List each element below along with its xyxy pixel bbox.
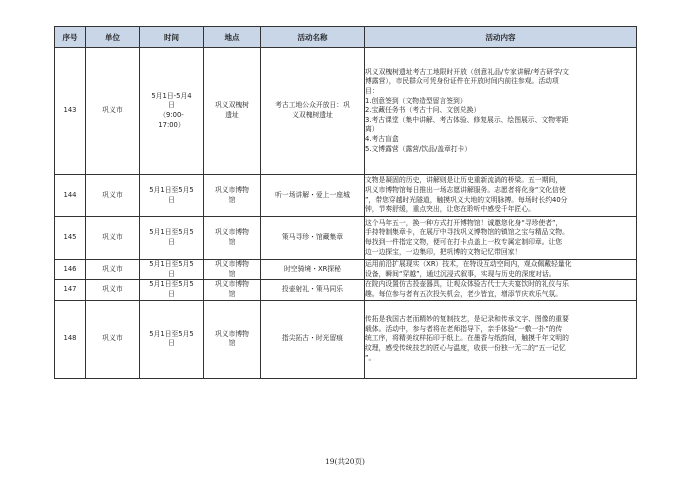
- row-activity-name-line: 考古工地公众开放日：巩: [275, 101, 350, 110]
- row-time-line: 5月1日-5月4: [151, 91, 192, 100]
- row-activity-content-line: 运用前沿扩展现实（XR）技术，在特设互动空间内，观众佩戴轻量化: [365, 260, 572, 268]
- row-activity-content: [365, 48, 637, 175]
- row-activity-content-line: 纹理，感受传统技艺的匠心与温度，收获一份独一无二的“五一记忆: [365, 343, 566, 352]
- row-activity-name: [261, 48, 365, 175]
- row-time: [140, 217, 204, 260]
- header-time: 时间: [140, 27, 204, 48]
- row-place: [204, 175, 261, 217]
- page-number: 19(共20页): [325, 457, 365, 466]
- row-activity-content-line: 载体。活动中，参与者将在老师指导下，亲手体验“一敷一扑”的传: [365, 324, 563, 333]
- row-activity-content-line: ”，带您穿越时光隧道，触摸巩义大地的文明脉搏。每场时长约40分: [365, 195, 568, 204]
- row-place-line: 巩义市博物: [215, 280, 249, 289]
- row-time-line: 5月1日至5月5: [149, 329, 194, 338]
- row-time: [140, 280, 204, 300]
- row-activity-content-line: 统工序，将精美纹样拓印于纸上。在墨香与纸韵间，触摸千年文明的: [365, 334, 569, 343]
- table-row: [55, 300, 637, 378]
- row-place: [204, 260, 261, 280]
- row-unit: 巩义市: [86, 217, 140, 260]
- row-place-line: 馆: [228, 339, 236, 348]
- row-activity-content: [365, 260, 637, 280]
- row-time-line: 日: [168, 101, 175, 110]
- row-unit: 巩义市: [86, 300, 140, 378]
- row-number: 145: [55, 217, 86, 260]
- row-activity-name: [261, 175, 365, 217]
- row-unit: 巩义市: [86, 260, 140, 280]
- row-place-line: 巩义双槐树: [215, 101, 249, 110]
- row-activity-content-line: 边一边探宝，一边集印，把巩博的文物记忆带回家！: [365, 247, 522, 256]
- row-place-line: 馆: [228, 269, 236, 278]
- row-activity-content: [365, 175, 637, 217]
- row-activity-content-line: 每找到一件指定文物，便可在打卡点盖上一枚专属定制印章。让您: [365, 238, 563, 246]
- header-unit: 单位: [86, 27, 140, 48]
- row-unit: 巩义市: [86, 175, 140, 217]
- row-unit: 巩义市: [86, 48, 140, 175]
- row-number: 144: [55, 175, 86, 217]
- row-activity-content-line: 1.创意签到（文物造型留言签到）: [365, 96, 467, 105]
- activity-table: [54, 26, 637, 379]
- row-time-line: 5月1日至5月5: [149, 185, 194, 194]
- row-activity-content-line: 4.考古盲盒: [365, 135, 399, 144]
- row-place: [204, 300, 261, 378]
- row-number: 143: [55, 48, 86, 175]
- row-place: [204, 280, 261, 300]
- row-activity-content-line: 5.文博露营（露营/饮品/盖章打卡）: [365, 144, 472, 153]
- row-activity-name-line: 策马寻珍・馆藏集章: [281, 233, 344, 242]
- row-activity-content-line: 文物是凝固的历史，讲解则是让历史重新流淌的桥梁。五一期间，: [365, 176, 563, 185]
- row-activity-content-line: 目：: [365, 86, 379, 95]
- row-unit: 巩义市: [86, 280, 140, 300]
- row-place: [204, 217, 261, 260]
- row-place-line: 遗址: [225, 111, 239, 119]
- row-place: [204, 48, 261, 175]
- row-time-line: 5月1日至5月5: [149, 228, 194, 237]
- row-activity-content-line: 3.考古课堂（集中讲解、考古体验、修复展示、绘图展示、文物零距: [365, 115, 569, 124]
- header-activity-name: 活动名称: [261, 27, 365, 48]
- row-number: 148: [55, 300, 86, 378]
- header-activity-content: 活动内容: [365, 27, 637, 48]
- row-activity-content-line: 巩义双槐树遗址考古工地限时开放（创意礼品/专家讲解/考古研学/文: [365, 67, 569, 76]
- row-activity-name: [261, 300, 365, 378]
- table-row: [55, 48, 637, 175]
- row-activity-name: [261, 280, 365, 300]
- row-activity-name: [261, 260, 365, 280]
- row-activity-name-line: 时空骑境・XR探秘: [284, 264, 341, 273]
- row-activity-name-line: 义双槐树遗址: [292, 111, 333, 119]
- table-row: [55, 217, 637, 260]
- row-activity-name-line: 指尖拓古・时光留痕: [281, 334, 344, 343]
- row-activity-content: [365, 280, 637, 300]
- row-place-line: 馆: [228, 238, 236, 246]
- table-row: [55, 280, 637, 300]
- row-time-line: 5月1日至5月5: [149, 260, 194, 269]
- row-activity-content-line: 钟，节奏舒缓，重点突出，让您在聆听中感受千年匠心。: [365, 205, 535, 214]
- row-place-line: 巩义市博物: [215, 260, 249, 269]
- row-time-line: （9:00-: [159, 111, 184, 119]
- row-time-line: 17:00）: [158, 120, 185, 129]
- table-header-row: [55, 27, 637, 48]
- row-activity-name-line: 听一场讲解・爱上一座城: [275, 190, 350, 199]
- row-activity-content-line: 在院内设置仿古投壶器具，让观众体验古代士大夫宴饮时的礼仪与乐: [365, 280, 569, 289]
- row-activity-content-line: 这个马年五一，换一种方式打开博物馆！诚邀您化身“寻珍使者”，: [365, 218, 563, 227]
- row-place-line: 巩义市博物: [215, 185, 249, 194]
- row-activity-name: [261, 217, 365, 260]
- row-place-line: 馆: [228, 289, 236, 298]
- row-time: [140, 175, 204, 217]
- row-activity-name-line: 投壶射礼・策马同乐: [281, 285, 344, 294]
- row-time: [140, 260, 204, 280]
- row-place-line: 巩义市博物: [215, 329, 249, 338]
- row-time-line: 日: [168, 238, 175, 246]
- row-activity-content-line: 手持特制集章卡，在展厅中寻找巩义博物馆的镇馆之宝与精品文物。: [365, 228, 569, 237]
- row-time-line: 日: [168, 289, 175, 298]
- row-time-line: 日: [168, 195, 175, 204]
- row-activity-content-line: 博露营），市民群众可凭身份证件在开放时间内前往参观。活动项: [365, 77, 559, 86]
- table-row: [55, 175, 637, 217]
- row-time-line: 5月1日至5月5: [149, 280, 194, 289]
- row-activity-content-line: 巩义市博物馆每日推出一场志愿讲解服务。志愿者将化身“文化信使: [365, 185, 566, 194]
- row-activity-content: [365, 217, 637, 260]
- row-place-line: 馆: [228, 195, 236, 204]
- row-time: [140, 300, 204, 378]
- row-activity-content-line: 趣。每位参与者有五次投矢机会，老少皆宜，增添节庆欢乐气氛。: [365, 289, 563, 298]
- row-time: [140, 48, 204, 175]
- row-activity-content-line: 离）: [365, 125, 379, 134]
- row-number: 146: [55, 260, 86, 280]
- row-activity-content: [365, 300, 637, 378]
- table-row: [55, 260, 637, 280]
- row-activity-content-line: 传拓是我国古老而精妙的复制技艺，是记录和传承文字、图像的重要: [365, 314, 569, 323]
- row-activity-content-line: 设备，瞬间“穿越”，通过沉浸式叙事，实现与历史的深度对话。: [365, 269, 556, 278]
- row-activity-content-line: 2.宝藏任务书（考古十问、文创兑换）: [365, 106, 481, 115]
- row-time-line: 日: [168, 339, 175, 348]
- row-place-line: 巩义市博物: [215, 228, 249, 237]
- row-time-line: 日: [168, 269, 175, 278]
- row-number: 147: [55, 280, 86, 300]
- header-no: 序号: [55, 27, 86, 48]
- row-activity-content-line: ”。: [365, 353, 376, 362]
- header-place: 地点: [204, 27, 261, 48]
